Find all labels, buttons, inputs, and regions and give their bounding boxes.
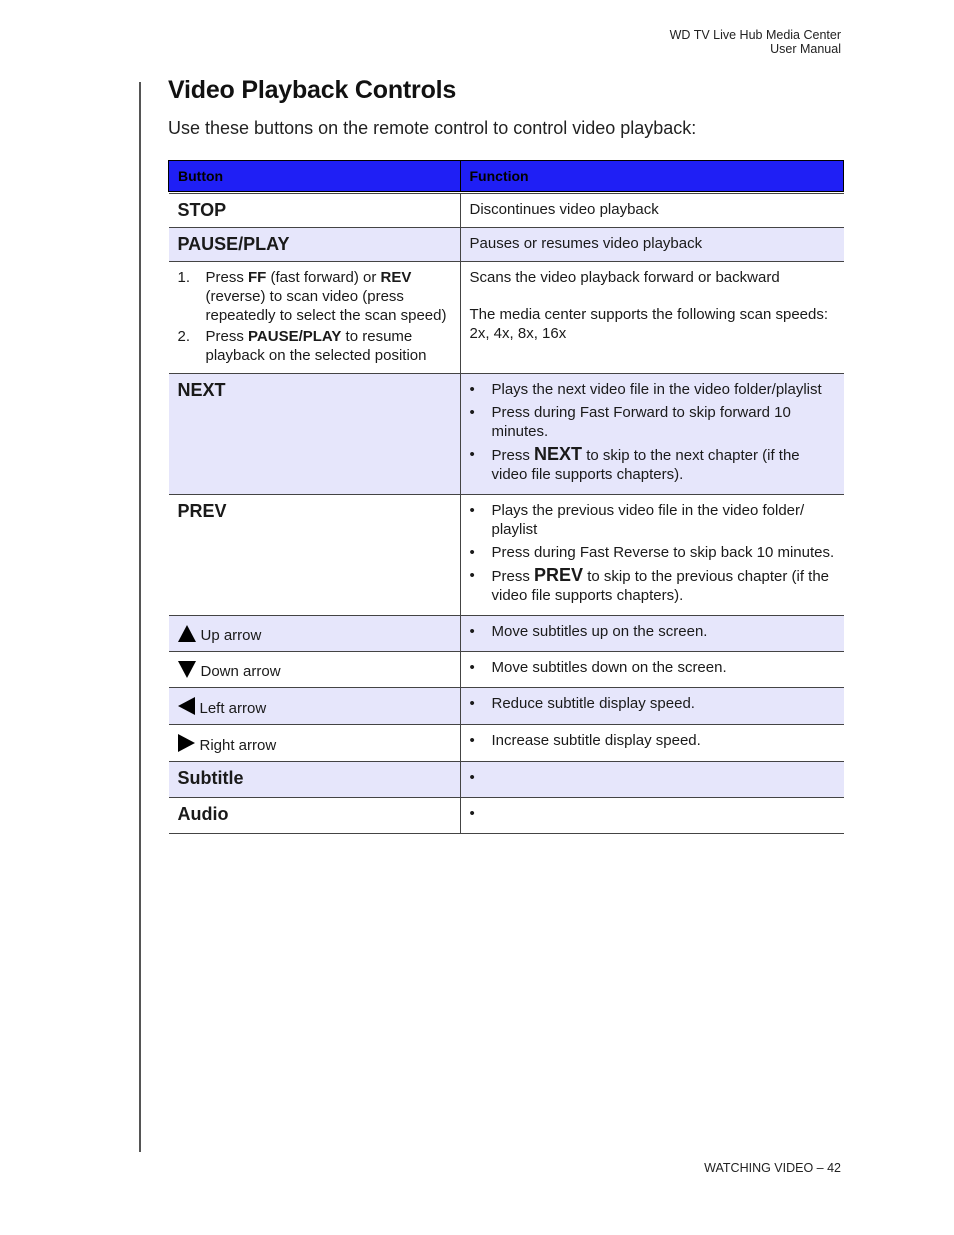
button-subtitle: Subtitle	[177, 768, 244, 788]
table-row-right: Right arrow • Increase subtitle display speed.	[169, 725, 844, 762]
intro-text: Use these buttons on the remote control to control video playback:	[168, 118, 697, 138]
list-item: • Move subtitles up on the screen.	[469, 623, 708, 640]
button-pause-play: PAUSE/PLAY	[177, 234, 290, 254]
scan-steps	[178, 268, 451, 365]
button-next: NEXT	[177, 380, 226, 400]
list-item: •	[469, 805, 475, 822]
list-item: • Plays the next video file in the video folder/playlist	[469, 381, 822, 398]
prev-functions	[470, 501, 835, 605]
col-button-header: Button	[169, 161, 461, 192]
table-row-subtitle	[169, 762, 844, 798]
ff-key: FF	[248, 269, 267, 286]
running-header	[670, 28, 841, 56]
function-pause: Pauses or resumes video playback	[460, 228, 844, 262]
margin-rule	[139, 82, 141, 1152]
list-item: • Press NEXT to skip to the next chapter (if the video file supports chapters).	[469, 444, 800, 483]
table-row-stop	[169, 194, 844, 228]
table-row-scan	[169, 262, 844, 374]
list-item: • Press during Fast Reverse to skip back 10 minutes.	[469, 544, 835, 561]
list-item: • Press during Fast Forward to skip forward 10 minutes.	[469, 404, 791, 440]
button-stop: STOP	[177, 200, 227, 220]
header-doc: User Manual	[770, 42, 841, 56]
left-arrow-icon	[178, 697, 195, 715]
table-row-up: Up arrow • Move subtitles up on the screen.	[169, 616, 844, 652]
table-row-next	[169, 374, 844, 495]
function-scan: Scans the video playback forward or backward The media center supports the following scan speeds: 2x, 4x, 8x, 16x	[460, 262, 844, 374]
col-function-header: Function	[460, 161, 844, 192]
button-audio: Audio	[177, 804, 229, 824]
table-header-row	[169, 161, 844, 192]
scan-step-2: 2. Press PAUSE/PLAY to resume playback on the selected position	[177, 328, 427, 364]
controls-table	[168, 160, 844, 834]
button-prev: PREV	[177, 501, 227, 521]
page-footer: WATCHING VIDEO – 42	[704, 1161, 841, 1175]
down-arrow-icon	[178, 661, 196, 678]
table-row-prev	[169, 495, 844, 616]
pause-play-key: PAUSE/PLAY	[248, 328, 342, 345]
right-arrow-icon	[178, 734, 195, 752]
header-product: WD TV Live Hub Media Center	[669, 28, 841, 42]
function-stop: Discontinues video playback	[460, 194, 844, 228]
next-functions	[470, 380, 835, 484]
table-row-pause	[169, 228, 844, 262]
list-item: • Increase subtitle display speed.	[469, 732, 701, 749]
list-item: •	[469, 769, 475, 786]
rev-key: REV	[380, 269, 412, 286]
list-item: • Plays the previous video file in the video folder/ playlist	[469, 502, 805, 538]
page-title: Video Playback Controls	[168, 76, 457, 104]
table-row-left: Left arrow • Reduce subtitle display speed.	[169, 688, 844, 725]
list-item: • Move subtitles down on the screen.	[469, 659, 727, 676]
list-item: • Press PREV to skip to the previous chapter (if the video file supports chapters).	[469, 565, 830, 604]
up-arrow-icon	[178, 625, 196, 642]
table-row-audio	[169, 798, 844, 834]
list-item: • Reduce subtitle display speed.	[469, 695, 695, 712]
table-row-down: Down arrow • Move subtitles down on the screen.	[169, 652, 844, 688]
scan-step-1: 1. Press FF (fast forward) or REV (reverse) to scan video (press repeatedly to select the scan speed)	[177, 269, 447, 324]
